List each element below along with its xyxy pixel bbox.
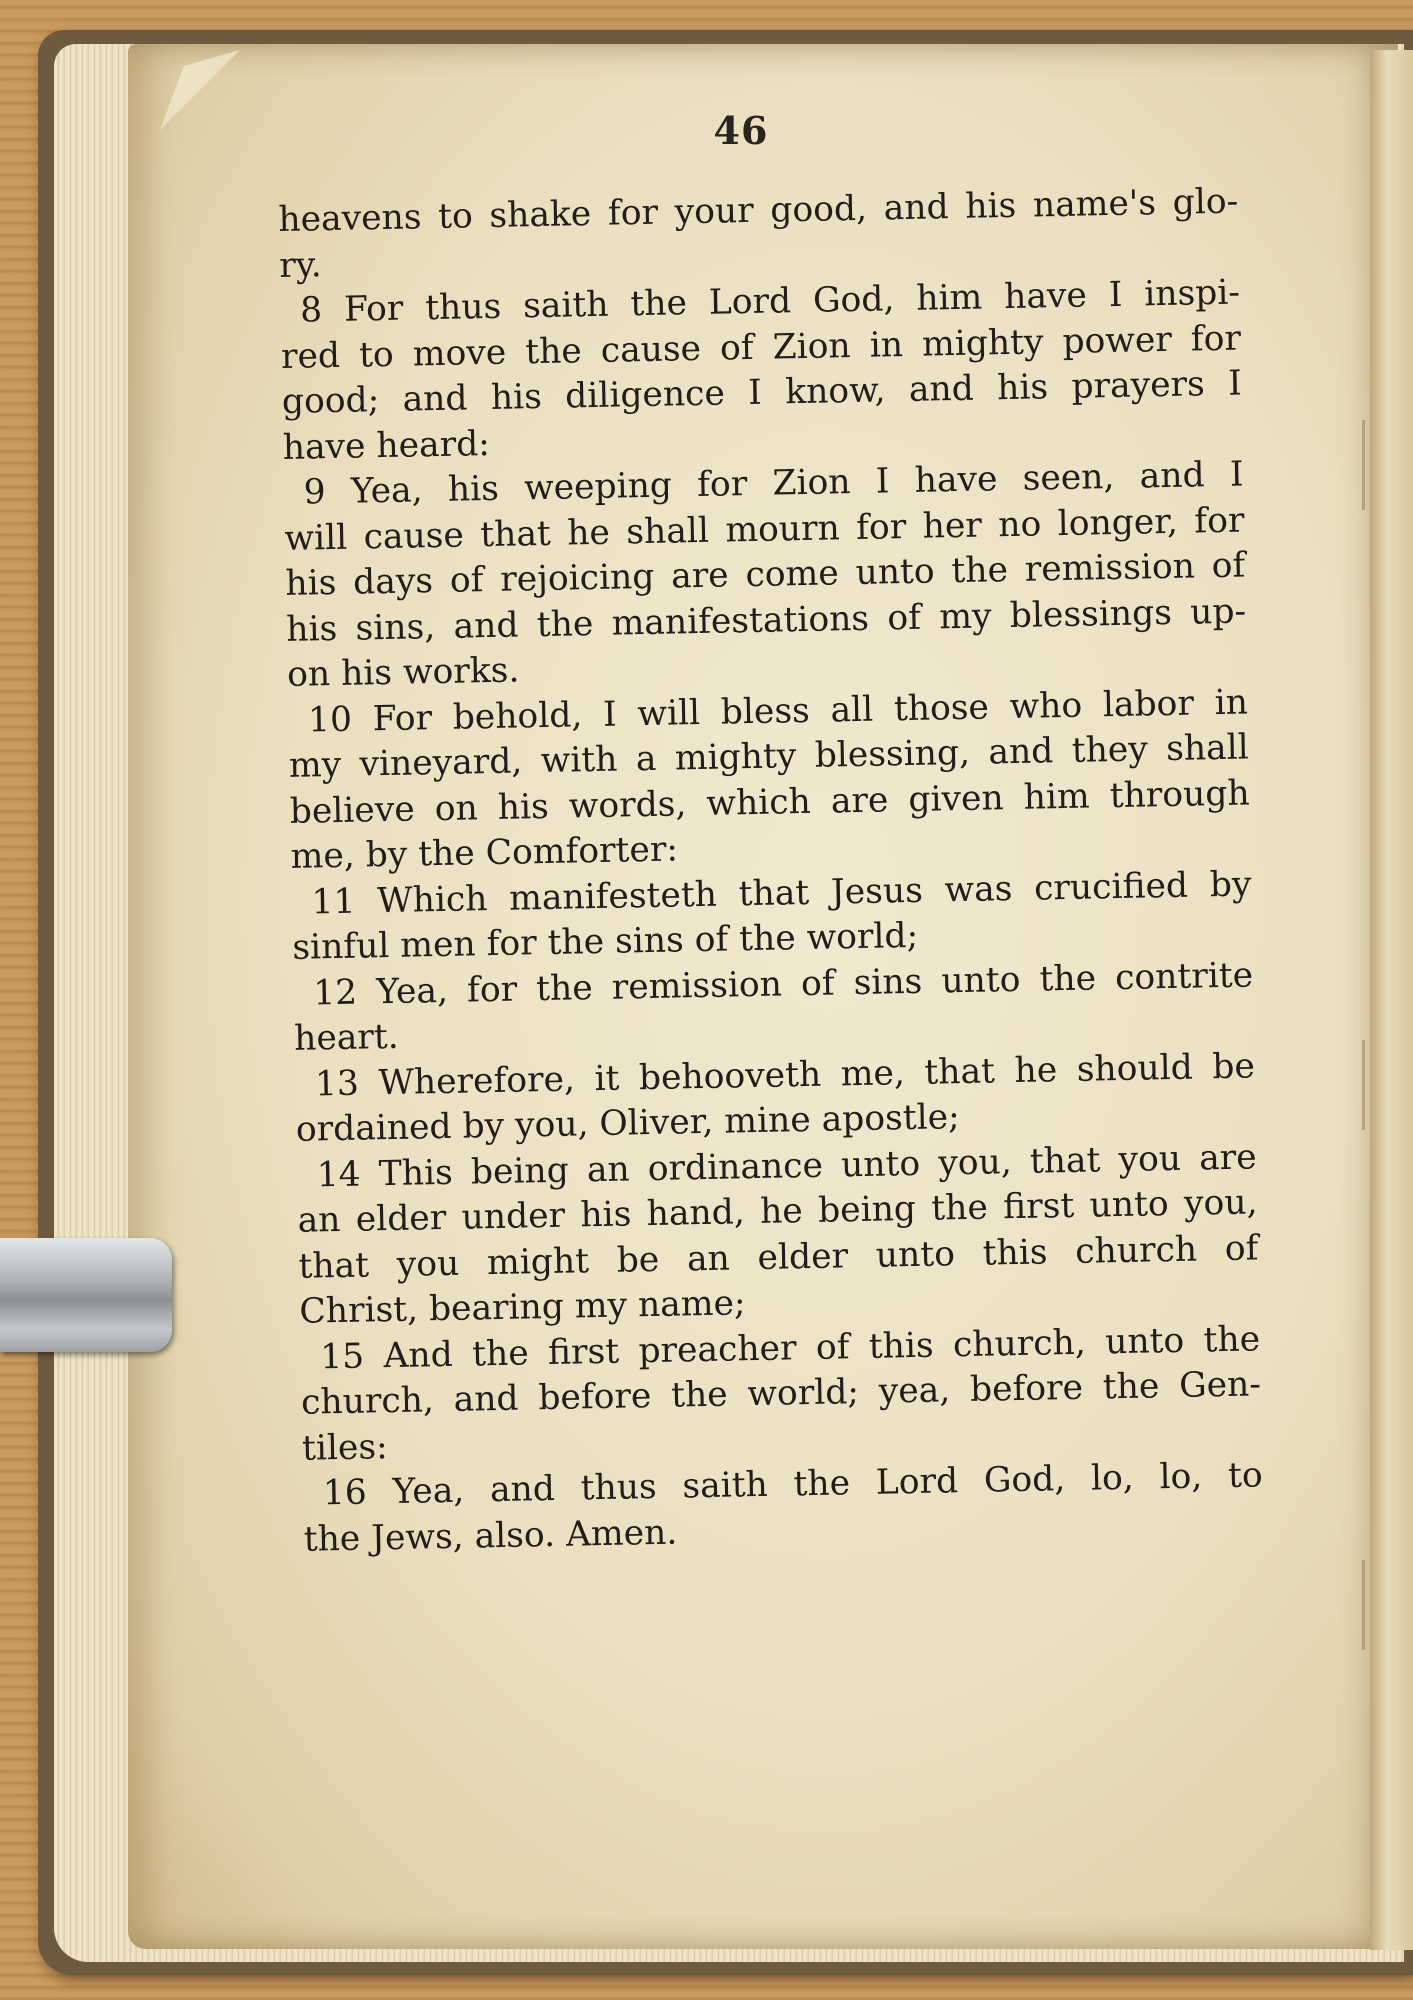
text-line: 16 Yea, and thus saith the Lord God, lo, lo, to <box>322 1455 1264 1514</box>
text-line: 8 For thus saith the Lord God, him have I inspi- <box>299 272 1241 331</box>
text-line: that you might be an elder unto this church of <box>298 1227 1259 1287</box>
page-text <box>278 180 1264 1563</box>
page-number: 46 <box>713 108 769 153</box>
text-line: my vineyard, with a mighty blessing, and they shall <box>288 727 1250 786</box>
metal-page-clip <box>0 1238 172 1352</box>
text-line: red to move the cause of Zion in mighty power for <box>280 318 1242 377</box>
text-line: 14 This being an ordinance unto you, that you are <box>316 1136 1257 1195</box>
text-line: 9 Yea, his weeping for Zion I have seen, and I <box>303 454 1244 513</box>
text-line: 11 Which manifesteth that Jesus was crucified by <box>311 863 1252 922</box>
binding-stitch <box>1362 1040 1383 1130</box>
text-line: have heard: <box>282 423 491 468</box>
binding-stitch <box>1362 420 1383 510</box>
text-line: believe on his words, which are given him through <box>289 772 1250 832</box>
binding-stitch <box>1362 1560 1383 1650</box>
text-line: 15 And the first preacher of this church, unto the <box>319 1318 1261 1377</box>
text-line: ordained by you, Oliver, mine apostle; <box>295 1097 961 1150</box>
text-line: will cause that he shall mourn for her no longer, for <box>284 500 1245 559</box>
text-line: his sins, and the manifestations of my blessings up- <box>285 590 1247 650</box>
book-gutter <box>1370 50 1413 1950</box>
text-line: 10 For behold, I will bless all those who labor in <box>307 681 1249 741</box>
text-line: heart. <box>293 1016 400 1059</box>
text-line: 12 Yea, for the remission of sins unto the contrite <box>312 954 1254 1013</box>
text-line: me, by the Comforter: <box>290 829 679 877</box>
text-line: an elder under his hand, he being the first unto you, <box>297 1182 1258 1241</box>
text-line: heavens to shake for your good, and his name's glo- <box>278 181 1239 240</box>
text-line: his days of rejoicing are come unto the remission of <box>285 545 1246 604</box>
text-line: church, and before the world; yea, before the Gen- <box>300 1364 1262 1423</box>
text-line: sinful men for the sins of the world; <box>292 915 919 968</box>
text-line: on his works. <box>286 650 520 695</box>
text-line: 13 Wherefore, it behooveth me, that he should be <box>314 1045 1256 1104</box>
text-line: the Jews, also. Amen. <box>303 1512 678 1560</box>
text-line: good; and his diligence I know, and his prayers I <box>281 363 1243 422</box>
text-line: tiles: <box>301 1426 389 1469</box>
text-line: ry. <box>278 244 323 286</box>
text-line: Christ, bearing my name; <box>299 1283 746 1332</box>
